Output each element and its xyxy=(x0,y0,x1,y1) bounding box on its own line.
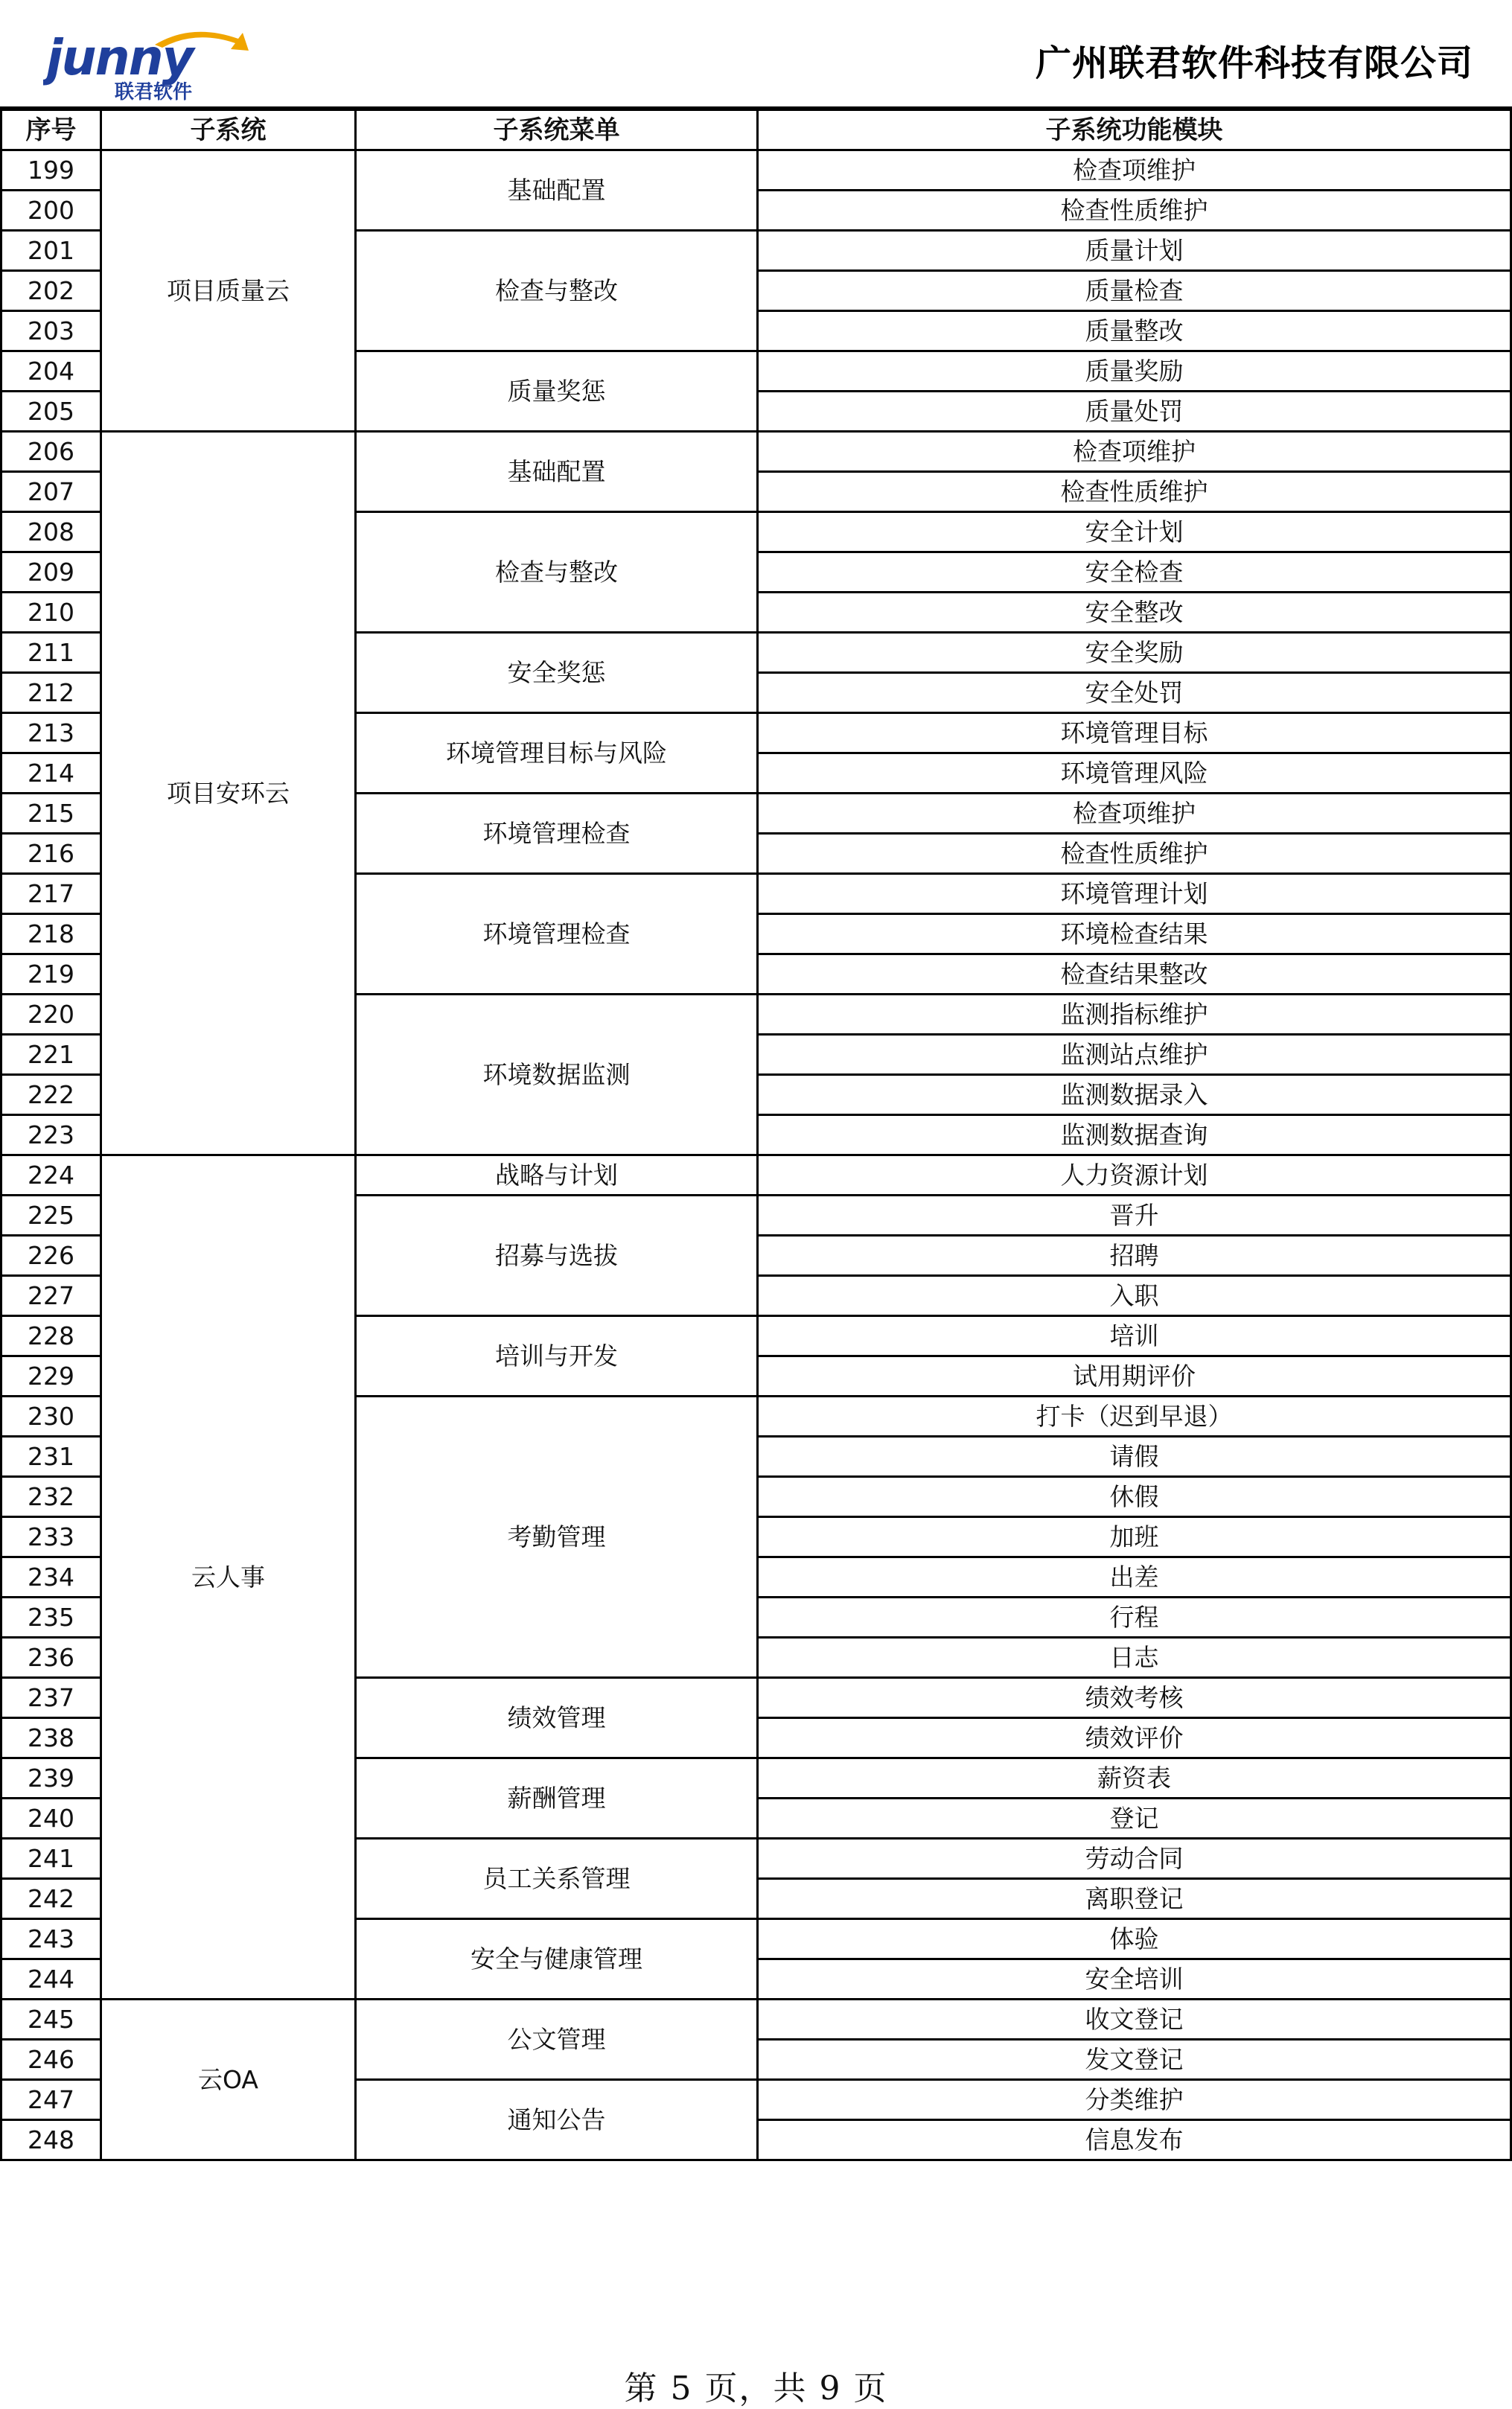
serial-number-cell: 233 xyxy=(1,1517,101,1557)
function-module-cell: 环境管理风险 xyxy=(758,753,1511,794)
table-row xyxy=(1,2000,1511,2040)
serial-number-cell: 244 xyxy=(1,1959,101,2000)
function-module-cell: 安全检查 xyxy=(758,552,1511,593)
function-module-cell: 监测数据录入 xyxy=(758,1075,1511,1115)
serial-number-cell: 221 xyxy=(1,1035,101,1075)
serial-number-cell: 202 xyxy=(1,271,101,311)
subsystem-menu-cell: 安全与健康管理 xyxy=(356,1919,758,2000)
serial-number-cell: 213 xyxy=(1,713,101,753)
function-module-table xyxy=(0,109,1512,2161)
function-module-cell: 安全计划 xyxy=(758,512,1511,552)
function-module-cell: 安全整改 xyxy=(758,593,1511,633)
function-module-cell: 监测指标维护 xyxy=(758,995,1511,1035)
subsystem-menu-cell: 培训与开发 xyxy=(356,1316,758,1397)
serial-number-cell: 211 xyxy=(1,633,101,673)
function-module-cell: 安全奖励 xyxy=(758,633,1511,673)
subsystem-cell: 云OA xyxy=(101,2000,356,2160)
serial-number-cell: 245 xyxy=(1,2000,101,2040)
serial-number-cell: 243 xyxy=(1,1919,101,1959)
function-module-cell: 绩效评价 xyxy=(758,1718,1511,1758)
subsystem-cell: 云人事 xyxy=(101,1155,356,2000)
subsystem-cell: 项目质量云 xyxy=(101,150,356,432)
serial-number-cell: 247 xyxy=(1,2080,101,2120)
function-module-cell: 入职 xyxy=(758,1276,1511,1316)
function-module-cell: 打卡（迟到早退） xyxy=(758,1397,1511,1437)
subsystem-menu-cell: 招募与选拔 xyxy=(356,1196,758,1316)
serial-number-cell: 200 xyxy=(1,191,101,231)
function-module-cell: 薪资表 xyxy=(758,1758,1511,1799)
serial-number-cell: 232 xyxy=(1,1477,101,1517)
header-subsystem: 子系统 xyxy=(101,110,356,150)
function-module-cell: 检查项维护 xyxy=(758,432,1511,472)
function-module-cell: 质量处罚 xyxy=(758,392,1511,432)
serial-number-cell: 215 xyxy=(1,794,101,834)
serial-number-cell: 201 xyxy=(1,231,101,271)
function-module-cell: 安全培训 xyxy=(758,1959,1511,2000)
subsystem-menu-cell: 员工关系管理 xyxy=(356,1839,758,1919)
serial-number-cell: 238 xyxy=(1,1718,101,1758)
subsystem-menu-cell: 检查与整改 xyxy=(356,512,758,633)
serial-number-cell: 237 xyxy=(1,1678,101,1718)
subsystem-menu-cell: 绩效管理 xyxy=(356,1678,758,1758)
serial-number-cell: 248 xyxy=(1,2120,101,2160)
subsystem-cell: 项目安环云 xyxy=(101,432,356,1155)
function-module-cell: 信息发布 xyxy=(758,2120,1511,2160)
subsystem-menu-cell: 薪酬管理 xyxy=(356,1758,758,1839)
function-module-cell: 加班 xyxy=(758,1517,1511,1557)
function-module-cell: 登记 xyxy=(758,1799,1511,1839)
function-module-cell: 出差 xyxy=(758,1557,1511,1598)
function-module-cell: 招聘 xyxy=(758,1236,1511,1276)
serial-number-cell: 212 xyxy=(1,673,101,713)
serial-number-cell: 222 xyxy=(1,1075,101,1115)
function-module-cell: 监测数据查询 xyxy=(758,1115,1511,1155)
function-module-cell: 行程 xyxy=(758,1598,1511,1638)
subsystem-menu-cell: 通知公告 xyxy=(356,2080,758,2160)
function-module-cell: 检查性质维护 xyxy=(758,191,1511,231)
serial-number-cell: 199 xyxy=(1,150,101,191)
subsystem-menu-cell: 环境数据监测 xyxy=(356,995,758,1155)
serial-number-cell: 236 xyxy=(1,1638,101,1678)
subsystem-menu-cell: 环境管理目标与风险 xyxy=(356,713,758,794)
header-serial: 序号 xyxy=(1,110,101,150)
serial-number-cell: 218 xyxy=(1,914,101,954)
function-module-cell: 检查结果整改 xyxy=(758,954,1511,995)
company-name: 广州联君软件科技有限公司 xyxy=(1035,42,1473,84)
serial-number-cell: 203 xyxy=(1,311,101,351)
serial-number-cell: 230 xyxy=(1,1397,101,1437)
function-module-cell: 请假 xyxy=(758,1437,1511,1477)
function-module-cell: 分类维护 xyxy=(758,2080,1511,2120)
serial-number-cell: 229 xyxy=(1,1356,101,1397)
serial-number-cell: 220 xyxy=(1,995,101,1035)
function-module-cell: 绩效考核 xyxy=(758,1678,1511,1718)
serial-number-cell: 239 xyxy=(1,1758,101,1799)
table-row xyxy=(1,1155,1511,1196)
function-module-cell: 发文登记 xyxy=(758,2040,1511,2080)
subsystem-menu-cell: 安全奖惩 xyxy=(356,633,758,713)
serial-number-cell: 234 xyxy=(1,1557,101,1598)
function-module-cell: 离职登记 xyxy=(758,1879,1511,1919)
serial-number-cell: 209 xyxy=(1,552,101,593)
subsystem-menu-cell: 环境管理检查 xyxy=(356,874,758,995)
table-row xyxy=(1,150,1511,191)
function-module-cell: 监测站点维护 xyxy=(758,1035,1511,1075)
serial-number-cell: 226 xyxy=(1,1236,101,1276)
serial-number-cell: 242 xyxy=(1,1879,101,1919)
header-function-module: 子系统功能模块 xyxy=(758,110,1511,150)
subsystem-menu-cell: 环境管理检查 xyxy=(356,794,758,874)
function-module-cell: 质量计划 xyxy=(758,231,1511,271)
serial-number-cell: 227 xyxy=(1,1276,101,1316)
function-module-cell: 检查性质维护 xyxy=(758,834,1511,874)
serial-number-cell: 246 xyxy=(1,2040,101,2080)
function-module-cell: 试用期评价 xyxy=(758,1356,1511,1397)
function-module-cell: 劳动合同 xyxy=(758,1839,1511,1879)
serial-number-cell: 208 xyxy=(1,512,101,552)
serial-number-cell: 217 xyxy=(1,874,101,914)
function-module-cell: 环境检查结果 xyxy=(758,914,1511,954)
function-module-cell: 培训 xyxy=(758,1316,1511,1356)
serial-number-cell: 240 xyxy=(1,1799,101,1839)
function-module-cell: 安全处罚 xyxy=(758,673,1511,713)
function-module-cell: 收文登记 xyxy=(758,2000,1511,2040)
function-module-cell: 人力资源计划 xyxy=(758,1155,1511,1196)
table-body xyxy=(1,150,1511,2160)
function-module-cell: 环境管理计划 xyxy=(758,874,1511,914)
logo-subtitle: 联君软件 xyxy=(115,81,193,103)
function-module-cell: 体验 xyxy=(758,1919,1511,1959)
serial-number-cell: 216 xyxy=(1,834,101,874)
function-module-cell: 晋升 xyxy=(758,1196,1511,1236)
serial-number-cell: 231 xyxy=(1,1437,101,1477)
function-module-cell: 日志 xyxy=(758,1638,1511,1678)
serial-number-cell: 223 xyxy=(1,1115,101,1155)
table-header-row xyxy=(1,110,1511,150)
function-module-cell: 环境管理目标 xyxy=(758,713,1511,753)
page-footer: 第 5 页，共 9 页 xyxy=(624,2370,888,2408)
serial-number-cell: 206 xyxy=(1,432,101,472)
serial-number-cell: 210 xyxy=(1,593,101,633)
logo-wordmark: junny xyxy=(46,29,193,86)
subsystem-menu-cell: 战略与计划 xyxy=(356,1155,758,1196)
function-module-cell: 检查项维护 xyxy=(758,150,1511,191)
function-module-cell: 检查性质维护 xyxy=(758,472,1511,512)
subsystem-menu-cell: 考勤管理 xyxy=(356,1397,758,1678)
serial-number-cell: 225 xyxy=(1,1196,101,1236)
junny-logo xyxy=(43,22,267,104)
serial-number-cell: 235 xyxy=(1,1598,101,1638)
subsystem-menu-cell: 基础配置 xyxy=(356,432,758,512)
function-module-cell: 质量整改 xyxy=(758,311,1511,351)
header-subsystem-menu: 子系统菜单 xyxy=(356,110,758,150)
subsystem-menu-cell: 质量奖惩 xyxy=(356,351,758,432)
serial-number-cell: 228 xyxy=(1,1316,101,1356)
table-row xyxy=(1,432,1511,472)
serial-number-cell: 214 xyxy=(1,753,101,794)
serial-number-cell: 207 xyxy=(1,472,101,512)
function-module-cell: 质量奖励 xyxy=(758,351,1511,392)
function-module-cell: 检查项维护 xyxy=(758,794,1511,834)
subsystem-menu-cell: 基础配置 xyxy=(356,150,758,231)
serial-number-cell: 241 xyxy=(1,1839,101,1879)
subsystem-menu-cell: 公文管理 xyxy=(356,2000,758,2080)
function-module-cell: 休假 xyxy=(758,1477,1511,1517)
serial-number-cell: 219 xyxy=(1,954,101,995)
serial-number-cell: 205 xyxy=(1,392,101,432)
function-module-cell: 质量检查 xyxy=(758,271,1511,311)
serial-number-cell: 204 xyxy=(1,351,101,392)
serial-number-cell: 224 xyxy=(1,1155,101,1196)
subsystem-menu-cell: 检查与整改 xyxy=(356,231,758,351)
